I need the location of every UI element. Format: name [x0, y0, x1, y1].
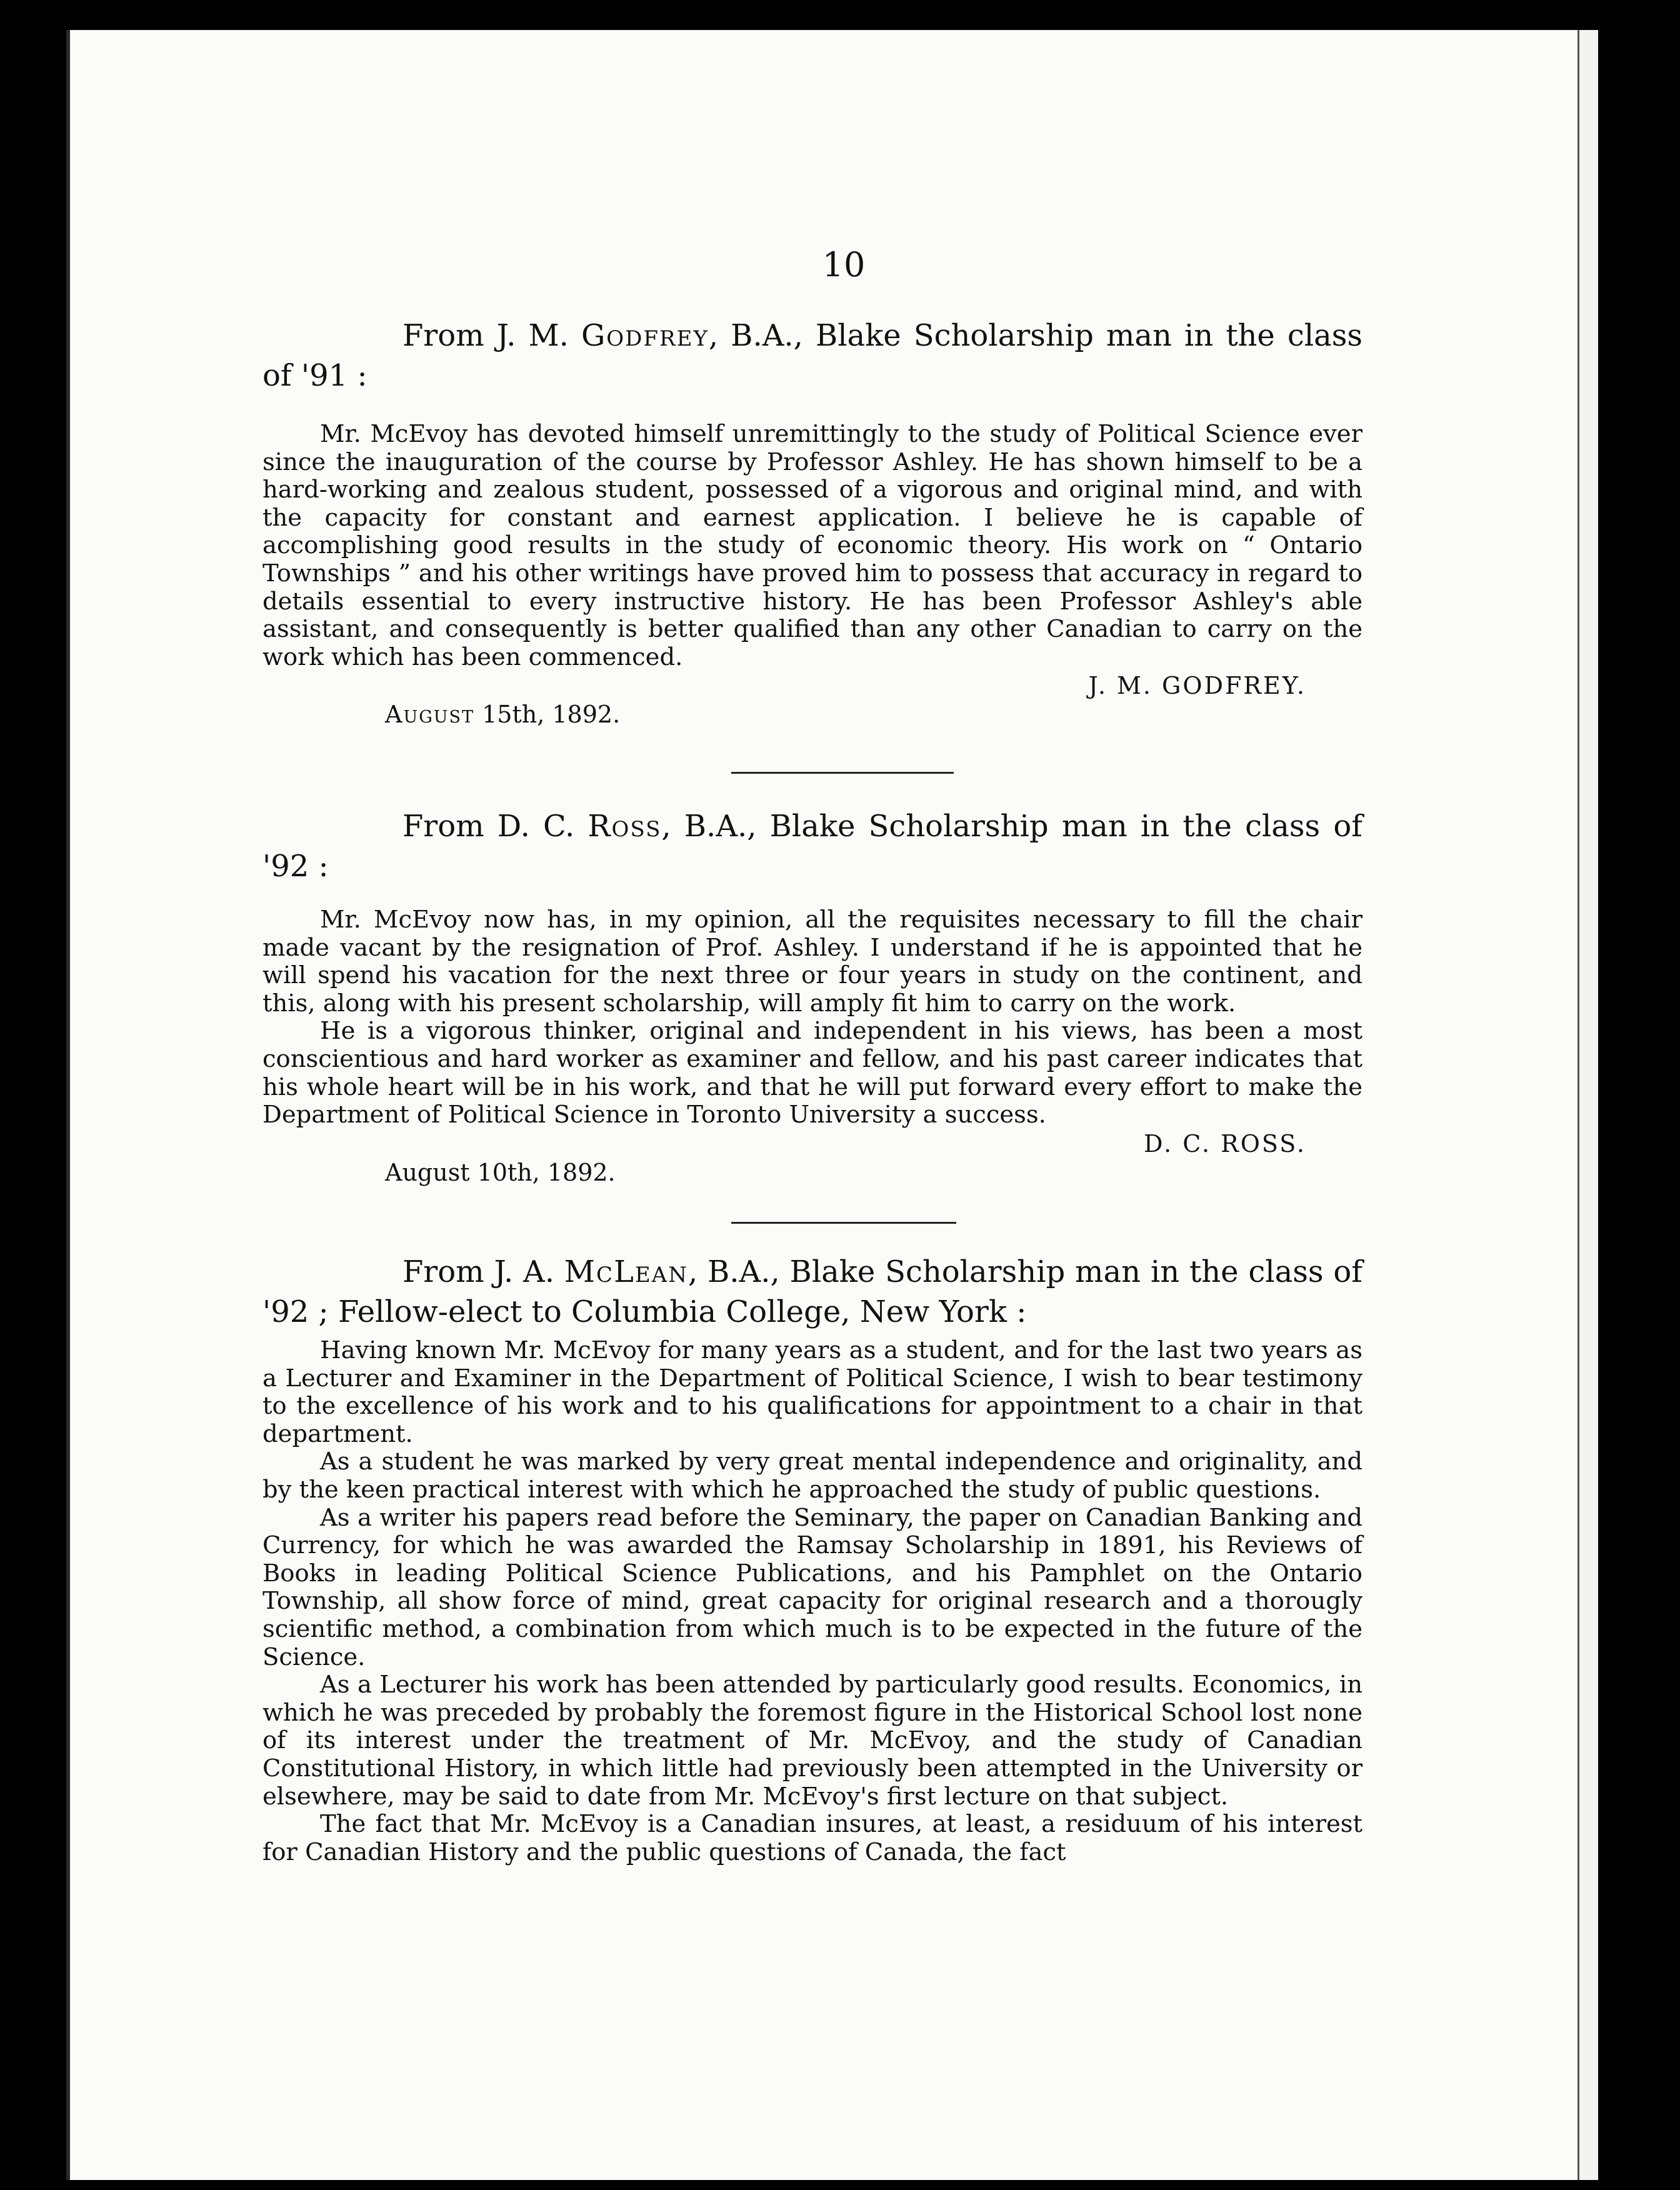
letter-date: August 15th, 1892.	[385, 701, 621, 729]
letter-signature: J. M. GODFREY.	[1088, 672, 1306, 700]
page-number: 10	[822, 245, 866, 284]
letter-signature: D. C. ROSS.	[1143, 1129, 1306, 1158]
letter-paragraph: As a Lecturer his work has been attended by particularly good results. Economics, in which he was preceded by probably the foremost figure in the Historical School lost none of its interest under the treatment of Mr. McEvoy, and the study of Canadian Constitutional History, in which little had previously been attempted in the University or elsewhere, may be said to date from Mr. McEvoy's first lecture on that subject.	[262, 1671, 1362, 1811]
letter-godfrey	[262, 316, 1362, 729]
letter-heading: From J. A. McLean, B.A., Blake Scholarship man in the class of '92 ; Fellow-elect to Columbia College, New York :	[262, 1254, 1362, 1329]
author-name: McLean	[564, 1254, 688, 1289]
author-name: Godfrey	[581, 318, 709, 353]
letter-ross	[262, 806, 1362, 1187]
letter-heading: From D. C. Ross, B.A., Blake Scholarship man in the class of '92 :	[262, 809, 1362, 884]
letter-paragraph: Having known Mr. McEvoy for many years as a student, and for the last two years as a Lecturer and Examiner in the Department of Political Science, I wish to bear testimony to the excellence of his work and to his qualifications for appointment to a chair in that department.	[262, 1336, 1362, 1448]
letter-paragraph: The fact that Mr. McEvoy is a Canadian insures, at least, a residuum of his interest for Canadian History and the public questions of Canada, the fact	[262, 1810, 1362, 1866]
letter-paragraph: He is a vigorous thinker, original and independent in his views, has been a most conscientious and hard worker as examiner and fellow, and his past career indicates that his whole heart will be in his work, and that he will put forward every effort to make the Department of Political Science in Toronto University a success.	[262, 1017, 1362, 1129]
section-divider	[731, 772, 954, 774]
section-divider	[731, 1222, 956, 1224]
page-edge	[1578, 30, 1598, 2180]
letter-heading: From J. M. Godfrey, B.A., Blake Scholarship man in the class of '91 :	[262, 318, 1362, 393]
letter-paragraph: Mr. McEvoy now has, in my opinion, all the requisites necessary to fill the chair made vacant by the resignation of Prof. Ashley. I understand if he is appointed that he will spend his vacation for the next three or four years in study on the continent, and this, along with his present scholarship, will amply fit him to carry on the work.	[262, 906, 1362, 1018]
author-name: Ross	[588, 809, 662, 844]
letter-date: August 10th, 1892.	[385, 1158, 616, 1186]
letter-paragraph: Mr. McEvoy has devoted himself unremittingly to the study of Political Science ever since the inauguration of the course by Professor Ashley. He has shown himself to be a hard-working and zealous student, possessed of a vigorous and original mind, and with the capacity for constant and earnest application. I believe he is capable of accomplishing good results in the study of economic theory. His work on “ Ontario Townships ” and his other writings have proved him to possess that accuracy in regard to details essential to every instructive history. He has been Professor Ashley's able assistant, and consequently is better qualified than any other Canadian to carry on the work which has been commenced.	[262, 420, 1362, 671]
letter-paragraph: As a writer his papers read before the Seminary, the paper on Canadian Banking and Currency, for which he was awarded the Ramsay Scholarship in 1891, his Reviews of Books in leading Political Science Publications, and his Pamphlet on the Ontario Township, all show force of mind, great capacity for original research and a thorougly scientific method, a combination from which much is to be expected in the future of the Science.	[262, 1503, 1362, 1671]
letter-mclean	[262, 1252, 1362, 1866]
letter-paragraph: As a student he was marked by very great mental independence and originality, and by the keen practical interest with which he approached the study of public questions.	[262, 1448, 1362, 1504]
